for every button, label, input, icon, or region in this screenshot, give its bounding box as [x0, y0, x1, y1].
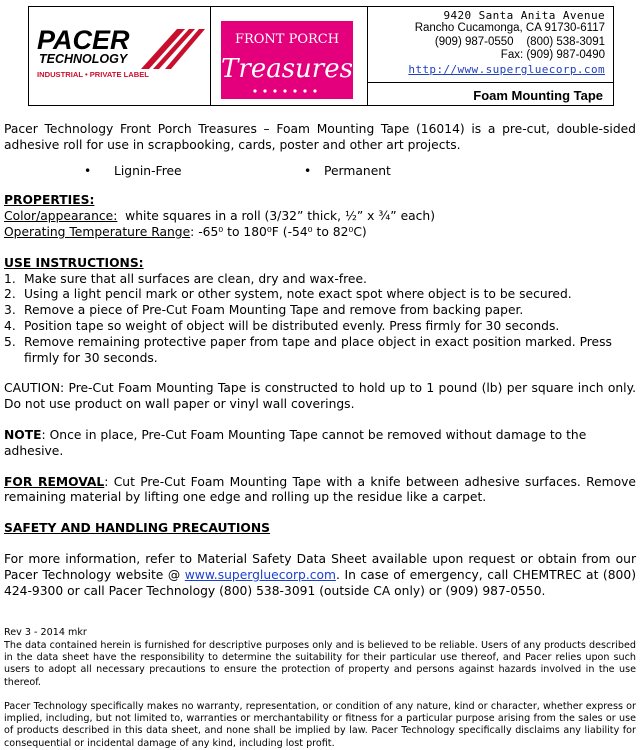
removal-paragraph — [4, 475, 636, 507]
disclaimer-1: The data contained herein is furnished for descriptive purposes only and is believed to be reliable. Users of any products described in the data sheet have the responsibility to determine the suitability for their particular use thereof, and Pacer relies upon such users to adopt all necessary precautions to ensure the protection of property and persons against hazards involved in the use thereof. — [4, 639, 636, 688]
temp-label: Operating Temperature Range — [4, 224, 191, 239]
doc-title: Foam Mounting Tape — [473, 88, 603, 103]
list-item: 2. Using a light pencil mark or other system, note exact spot where object is to be secured. — [4, 287, 572, 302]
list-item: 4. Position tape so weight of object will be distributed evenly. Press firmly for 30 seconds. — [4, 318, 560, 333]
fpt-logo-line2: Treasures — [221, 54, 353, 84]
properties-heading: PROPERTIES: — [4, 193, 95, 208]
front-porch-logo-graphic — [211, 7, 367, 105]
bullet-lignin-free: Lignin-Free — [114, 163, 182, 178]
pacer-logo-line1: PACER — [37, 25, 130, 55]
note-text: : Once in place, Pre-Cut Foam Mounting Tape cannot be removed without damage to the adhesive. — [4, 427, 587, 458]
disclaimer-2: Pacer Technology specifically makes no warranty, representation, or condition of any nature, kind or character, whether express or implied, including, but not limited to, warranties or merchantability or fitness for a particular purpose arising from the sales or use of products described in this data sheet, and none shall be implied by law. Pacer Technology specifically disclaims any liability for consequential or incidental damage of any kind, including lost profit. — [4, 700, 636, 749]
list-item: 5. Remove remaining protective paper from tape and place object in exact position marked. Press firmly for 30 seconds. — [4, 334, 612, 365]
address-fax: Fax: (909) 987-0490 — [500, 49, 605, 62]
color-label: Color/appearance: — [4, 209, 118, 224]
property-temperature — [4, 225, 636, 241]
temp-value: : -65⁰ to 180⁰F (-54⁰ to 82⁰C) — [190, 224, 367, 239]
revision-note: Rev 3 - 2014 mkr — [4, 627, 87, 639]
list-item: 3. Remove a piece of Pre-Cut Foam Mounting Tape and remove from backing paper. — [4, 303, 524, 318]
color-value: white squares in a roll (3/32” thick, ½” x ¾” each) — [117, 209, 436, 224]
removal-label: FOR REMOVAL — [4, 474, 105, 489]
note-label: NOTE — [4, 427, 42, 442]
pacer-logo — [29, 7, 211, 105]
removal-text: : Cut Pre-Cut Foam Mounting Tape with a knife between adhesive surfaces. Remove remaining material by lifting one edge and rolling up the residue like a carpet. — [4, 474, 637, 505]
caution-paragraph: CAUTION: Pre-Cut Foam Mounting Tape is constructed to hold up to 1 pound (lb) per square inch only. Do not use product on wall paper or vinyl wall coverings. — [4, 381, 636, 412]
list-item: 1. Make sure that all surfaces are clean, dry and wax-free. — [4, 271, 367, 286]
instructions-heading: USE INSTRUCTIONS: — [4, 255, 144, 270]
website-link[interactable]: http://www.supergluecorp.com — [408, 62, 605, 76]
property-color — [4, 209, 636, 225]
fpt-logo-line1: FRONT PORCH — [234, 32, 340, 47]
pacer-logo-graphic — [29, 7, 209, 105]
front-porch-logo — [211, 7, 368, 105]
address-phones: (909) 987-0550 (800) 538-3091 — [434, 35, 605, 48]
pacer-logo-tagline: INDUSTRIAL • PRIVATE LABEL — [37, 70, 149, 79]
safety-paragraph: For more information, refer to Material Safety Data Sheet available upon request or obtain from our Pacer Technology website @ www.supergluecorp.com. In case of emergency, call CHEMTREC at (800) 424-9300 or call Pacer Technology (800) 538-3091 (outside CA only) or (909) 987-0550. — [4, 551, 636, 598]
bullet-permanent: Permanent — [324, 163, 391, 178]
feature-bullets: • Lignin-Free • Permanent — [84, 163, 391, 178]
address-street: 9420 Santa Anita Avenue — [443, 9, 605, 22]
safety-heading: SAFETY AND HANDLING PRECAUTIONS — [4, 521, 271, 536]
document-body — [4, 122, 636, 750]
address-city: Rancho Cucamonga, CA 91730-6117 — [414, 22, 605, 35]
header-box — [28, 6, 614, 106]
intro-paragraph: Pacer Technology Front Porch Treasures – Foam Mounting Tape (16014) is a pre-cut, double-sided adhesive roll for use in scrapbooking, cards, poster and other art projects. — [4, 122, 636, 152]
instructions-list — [4, 272, 636, 367]
supergluecorp-link[interactable]: www.supergluecorp.com — [184, 567, 337, 582]
pacer-logo-line2: TECHNOLOGY — [39, 52, 128, 66]
address-block — [368, 7, 613, 105]
note-paragraph — [4, 428, 636, 460]
